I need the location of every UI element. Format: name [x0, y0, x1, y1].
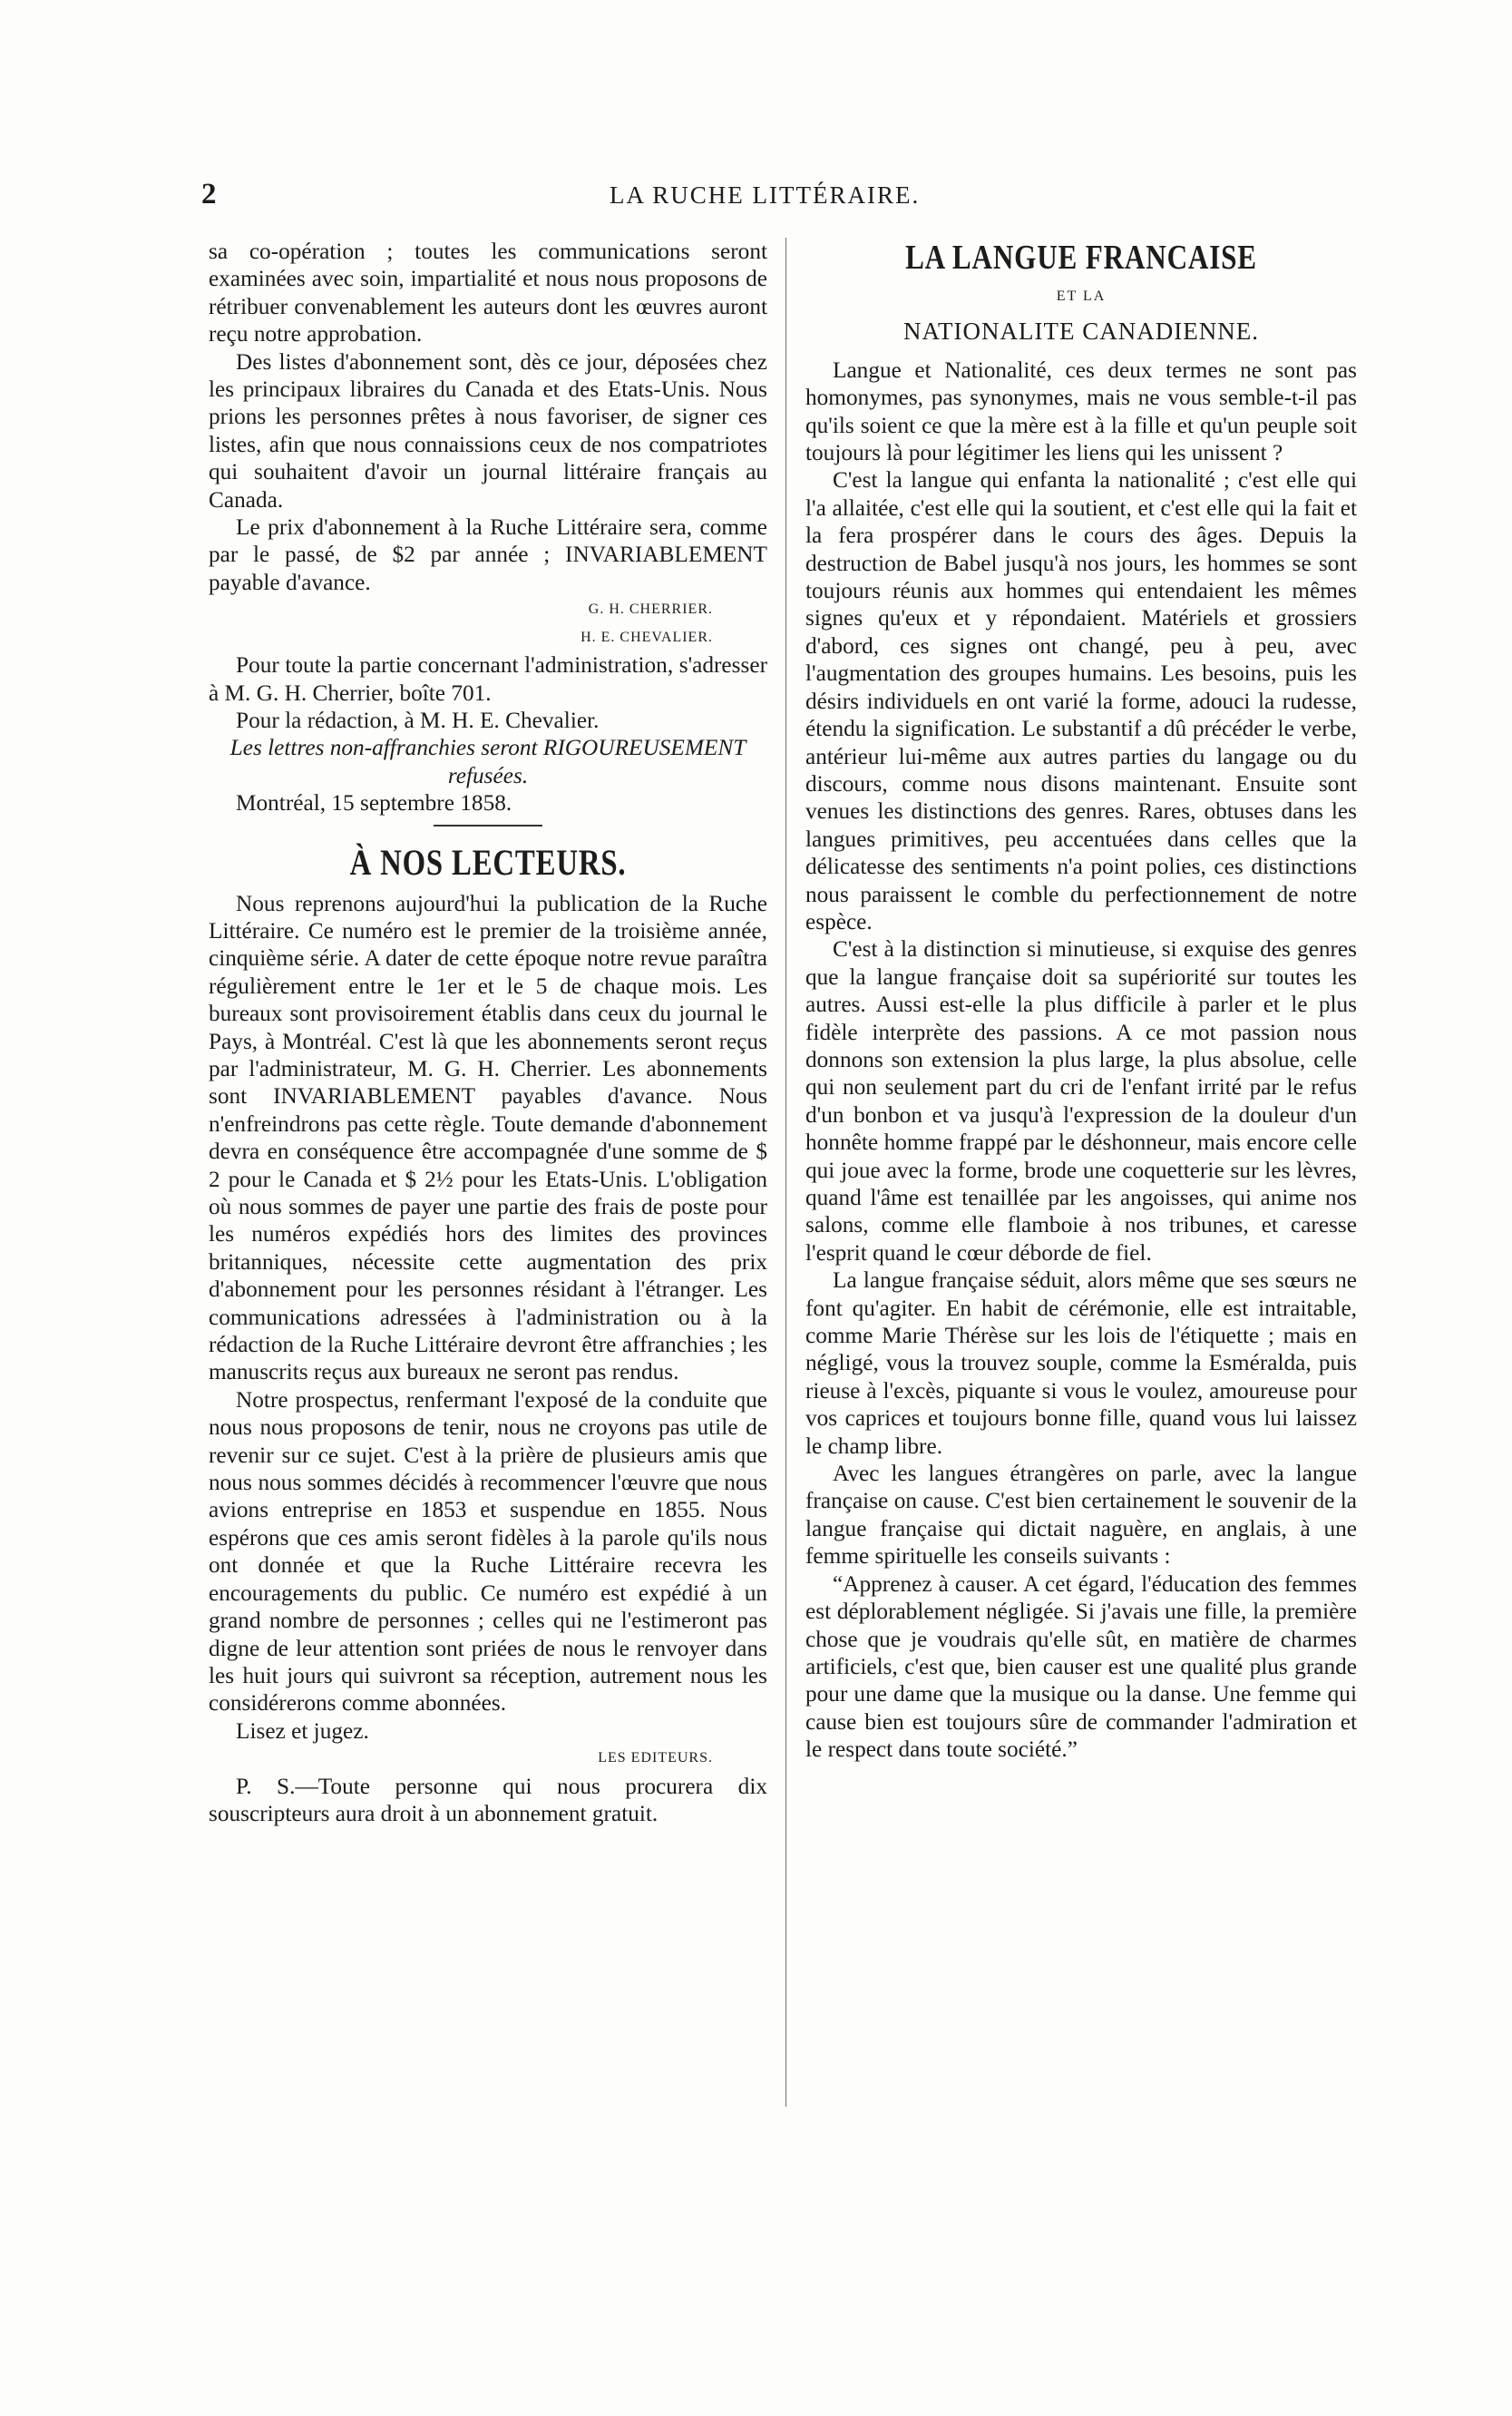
article-paragraph: Langue et Nationalité, ces deux termes ne sont pas homonymes, pas synonymes, mais ne vous semble-t-il pas qu'ils soient ce que la mère est à la fille et qu'un peuple soit toujours là pour légitimer les liens qui les unissent ? [805, 357, 1357, 466]
article-quote: “Apprenez à causer. A cet égard, l'éducation des femmes est déplorablement négligée. Si j'avais une fille, la première chose que je voudrais qu'elle sût, en matière de charmes artificiels, c'est que, bien causer est une qualité plus grande pour une dame que la musique ou la danse. Une femme qui cause bien est toujours sûre de commander l'admiration et le respect dans toute société.” [805, 1570, 1357, 1763]
refused-note: Les lettres non-affranchies seront RIGOUREUSEMENT refusées. [229, 735, 746, 788]
article-paragraph: Avec les langues étrangères on parle, avec la langue française on cause. C'est bien certainement le souvenir de la langue française qui dictait naguère, en anglais, à une femme spirituelle les conseils suivants : [805, 1461, 1357, 1570]
lecteurs-paragraph: Notre prospectus, renfermant l'exposé de la conduite que nous nous proposons de tenir, nous ne croyons pas utile de revenir sur ce sujet. C'est à la prière de plusieurs amis que nous nous sommes décidés à recommencer l'œuvre que nous avions entreprise en 1853 et suspendue en 1855. Nous espérons que ces amis seront fidèles à la parole qu'ils nous ont donnée et que la Ruche Littéraire recevra les encouragements du public. Ce numéro est expédié à un grand nombre de personnes ; celles qui ne l'estimeront pas digne de leur attention sont priées de nous le renvoyer dans les huit jours qui suivront sa réception, autrement nous les considérerons comme abonnées. [209, 1386, 767, 1717]
section-rule [434, 825, 542, 827]
right-column [805, 238, 1357, 1764]
article-title: LA LANGUE FRANCAISE [905, 239, 1257, 277]
dateline: Montréal, 15 septembre 1858. [236, 790, 512, 817]
lecteurs-paragraph: Nous reprenons aujourd'hui la publication de la Ruche Littéraire. Ce numéro est le premier de la troisième année, cinquième série. A dater de cette époque notre revue paraîtra régulièrement entre le 1er et le 5 de chaque mois. Les bureaux sont provisoirement établis dans ceux du journal le Pays, à Montréal. C'est là que les abonnements seront reçus par l'administrateur, M. G. H. Cherrier. Les abonnements sont INVARIABLEMENT payables d'avance. Nous n'enfreindrons pas cette règle. Toute demande d'abonnement devra en conséquence être accompagnée d'une somme de $ 2 pour le Canada et $ 2½ pour les Etats-Unis. L'obligation où nous sommes de payer une partie des frais de poste pour les numéros expédiés hors des limites des provinces britanniques, nécessite cette augmentation des prix d'abonnement pour les personnes résidant à l'étranger. Les communications adressées à l'administration ou à la rédaction de la Ruche Littéraire devront être affranchies ; les manuscrits reçus aux bureaux ne seront pas rendus. [209, 890, 767, 1385]
page-header [201, 178, 1018, 214]
intro-paragraph: sa co-opération ; toutes les communications seront examinées avec soin, impartialité et nous nous proposons de rétribuer convenablement les auteurs dont les œuvres auront reçu notre approbation. [209, 239, 767, 347]
article-paragraph: C'est la langue qui enfanta la nationalité ; c'est elle qui l'a allaitée, c'est elle qui la soutient, et c'est elle qui la fait et la fera prospérer dans le cours des âges. Depuis la destruction de Babel jusqu'à nos jours, les hommes se sont toujours réunis aux hommes qui entendaient les mêmes signes qu'eux et y répondaient. Matériels et grossiers d'abord, ces signes ont changé, peu à peu, avec l'augmentation des groupes humains. Les besoins, puis les désirs individuels en ont varié la forme, adouci la rudesse, étendu la signification. Le substantif a dû précéder le verbe, antérieur lui-même aux autres parties du langage ou du discours, comme nous disons maintenant. Ensuite sont venues les distinctions des genres. Rares, obtuses dans les langues primitives, peu accentuées dans celles que la délicatesse des sentiments n'a point polies, ces distinctions nous paraissent le comble du perfectionnement de notre espèce. [805, 467, 1357, 934]
lecteurs-paragraph: Lisez et jugez. [236, 1717, 369, 1744]
article-subtitle: NATIONALITE CANADIENNE. [903, 318, 1259, 346]
signature-chevalier: H. E. CHEVALIER. [580, 629, 713, 645]
signature-cherrier: G. H. CHERRIER. [588, 602, 713, 618]
running-title: LA RUCHE LITTÉRAIRE. [610, 181, 921, 209]
postscript: P. S.—Toute personne qui nous procurera dix souscripteurs aura droit à un abonnement gratuit. [209, 1773, 767, 1826]
section-title: À NOS LECTEURS. [349, 841, 627, 883]
left-column [209, 238, 767, 1827]
article-paragraph: C'est à la distinction si minutieuse, si exquise des genres que la langue française doit sa supériorité sur toutes les autres. Aussi est-elle la plus difficile à parler et le plus fidèle interprète des passions. A ce mot passion nous donnons son extension la plus large, la plus absolue, celle qui non seulement part du cri de l'enfant irrité par le refus d'un bonbon et va jusqu'à l'expression de la douleur d'un honnête homme frappé par le déshonneur, mais encore celle qui joue avec la forme, brode une coquetterie sur les lèvres, quand l'âme est tenaillée par les angoisses, qui anime nos salons, comme elle flamboie à nos tribunes, et caresse l'esprit quand le cœur déborde de fiel. [805, 936, 1357, 1266]
intro-paragraph: Le prix d'abonnement à la Ruche Littéraire sera, comme par le passé, de $2 par année ; INVARIABLEMENT payable d'avance. [209, 514, 767, 595]
article-paragraph: La langue française séduit, alors même que ses sœurs ne font qu'agiter. En habit de cérémonie, elle est intraitable, comme Marie Thérèse sur les lois de l'étiquette ; mais en négligé, vous la trouvez souple, comme la Esméralda, puis rieuse à l'excès, piquante si vous le voulez, amoureuse pour vos caprices et toujours bonne fille, quand vous lui laissez le champ libre. [805, 1267, 1357, 1459]
article-title-connector: ET LA [1056, 289, 1107, 304]
column-divider [785, 238, 786, 2107]
admin-paragraph: Pour toute la partie concernant l'administration, s'adresser à M. G. H. Cherrier, boîte 701. [209, 652, 767, 706]
page-number: 2 [201, 178, 217, 210]
admin-paragraph: Pour la rédaction, à M. H. E. Chevalier. [236, 707, 600, 733]
editors-signature: LES EDITEURS. [598, 1750, 713, 1766]
intro-paragraph: Des listes d'abonnement sont, dès ce jour, déposées chez les principaux libraires du Canada et des Etats-Unis. Nous prions les personnes prêtes à nous favoriser, de signer ces listes, afin que nous connaissions ceux de nos compatriotes qui souhaitent d'avoir un journal littéraire français au Canada. [209, 348, 767, 513]
